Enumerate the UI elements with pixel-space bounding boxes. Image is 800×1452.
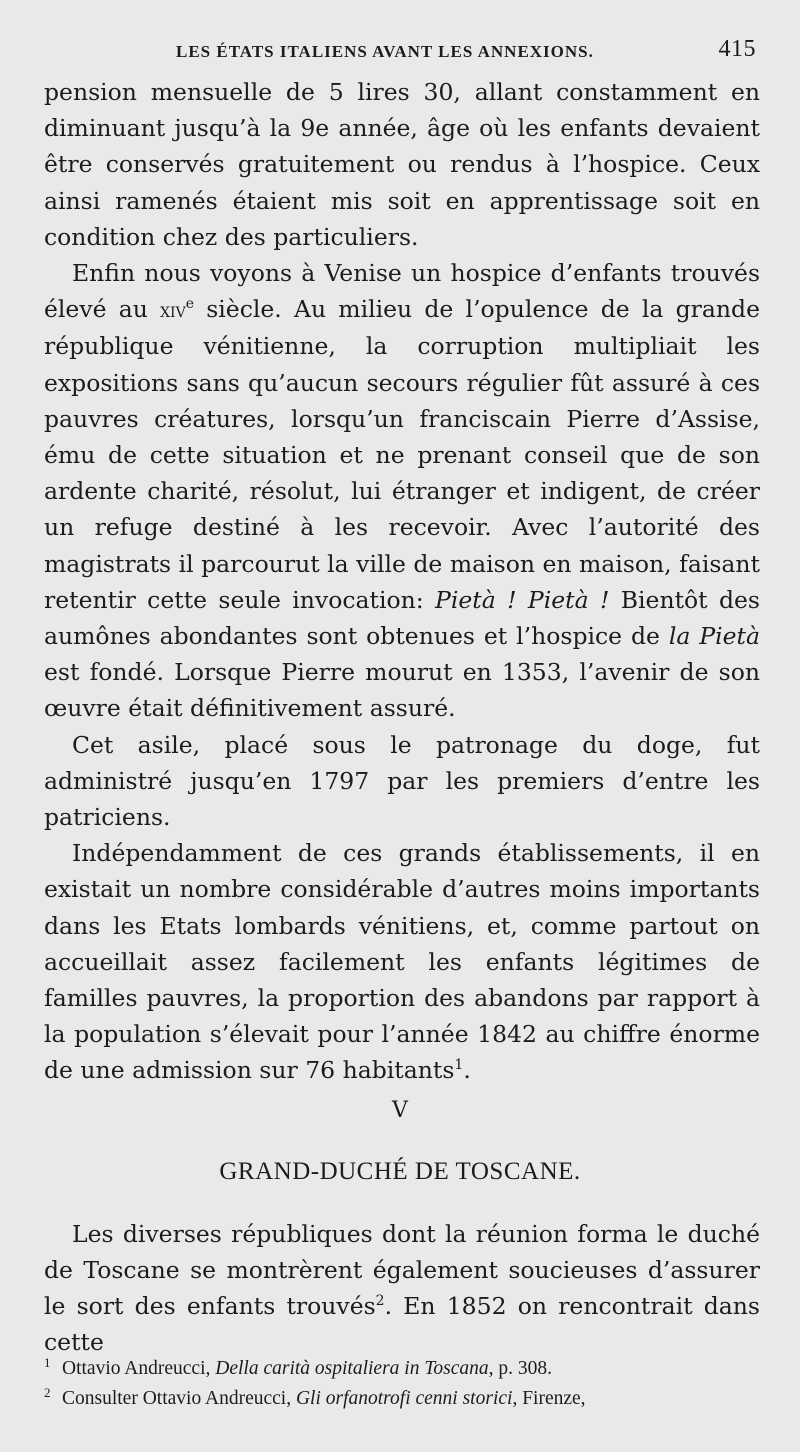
footnote-work: Gli orfanotrofi cenni storici [295, 1388, 513, 1409]
p2-text-d: est fondé. Lorsque Pierre mourut en 1353, l’avenir de son œuvre était définitivement assuré. [44, 658, 760, 723]
paragraph-3: Cet asile, placé sous le patronage du doge, fut administré jusqu’en 1797 par les premiers d’entre les patriciens. [44, 730, 760, 832]
running-title: LES ÉTATS ITALIENS AVANT LES ANNEXIONS. [176, 42, 594, 61]
section-title: GRAND-DUCHÉ DE TOSCANE. [219, 1158, 581, 1185]
century-numeral: xiv [160, 298, 186, 323]
section-p1-text: Les diverses républiques dont la réunion forma le duché de Toscane se montrèrent également soucieuses d’assurer le sort des enfants trouvés [44, 1220, 760, 1320]
page-number: 415 [718, 36, 756, 62]
footnote-ref-2: 2 [375, 1293, 385, 1310]
footnote-ref-1: 1 [454, 1057, 464, 1074]
footnote-2: 2 Consulter Ottavio Andreucci, Gli orfanotrofi cenni storici, Firenze, [44, 1384, 586, 1409]
paragraph-1: pension mensuelle de 5 lires 30, allant constamment en diminuant jusqu’à la 9e année, âge où les enfants devaient être conservés gratuitement ou rendus à l’hospice. Ceux ainsi ramenés étaient mis soit en apprentissage soit en condition chez des particuliers. [44, 78, 760, 251]
paragraph-4 [44, 835, 760, 1088]
footnote-rest: , p. 308. [488, 1358, 552, 1379]
running-head [44, 36, 756, 66]
section-paragraph-1 [44, 1216, 760, 1360]
footnote-author: Consulter Ottavio Andreucci, [62, 1388, 296, 1409]
section-body [44, 1216, 760, 1360]
paragraph-2 [44, 255, 760, 727]
p2-text-c: Bientôt des aumônes abondantes sont obtenues et l’hospice de [44, 585, 760, 651]
invocation-italic: Pietà ! Pietà ! [435, 585, 610, 614]
hospice-name-italic: la Pietà [668, 622, 761, 651]
footnote-rest: , Firenze, [512, 1388, 586, 1409]
footnote-1: 1 Ottavio Andreucci, Della carità ospitaliera in Toscana, p. 308. [44, 1354, 552, 1379]
p2-text-a: Enfin nous voyons à Venise un hospice d’enfants trouvés élevé au [44, 259, 760, 324]
p4-text: Indépendamment de ces grands établissements, il en existait un nombre considérable d’autres moins importants dans les Etats lombards vénitiens, et, comme partout on accueillait assez facilement les enfants légitimes de familles pauvres, la proportion des abandons par rapport à la population s’élevait pour l’année 1842 au chiffre énorme de une admission sur 76 habitants [44, 839, 760, 1085]
section-p1-end: . En 1852 on rencontrait dans cette [44, 1292, 760, 1356]
section-number: V [392, 1098, 408, 1123]
footnote-work: Della carità ospitaliera in Toscana [215, 1358, 489, 1379]
p4-end: . [463, 1056, 471, 1085]
p2-text-b: siècle. Au milieu de l’opulence de la grande république vénitienne, la corruption multipliait les expositions sans qu’aucun secours régulier fût assuré à ces pauvres créatures, lorsqu’un franciscain Pierre d’Assise, ému de cette situation et ne prenant conseil que de son ardente charité, résolut, lui étranger et indigent, de créer un refuge destiné à les recevoir. Avec l’autorité des magistrats il parcourut la ville de maison en maison, faisant retentir cette seule invocation: [44, 295, 760, 614]
body-text [44, 74, 760, 1089]
footnotes [44, 1354, 760, 1414]
century-superscript: e [185, 296, 194, 313]
footnote-author: Ottavio Andreucci, [62, 1358, 216, 1379]
